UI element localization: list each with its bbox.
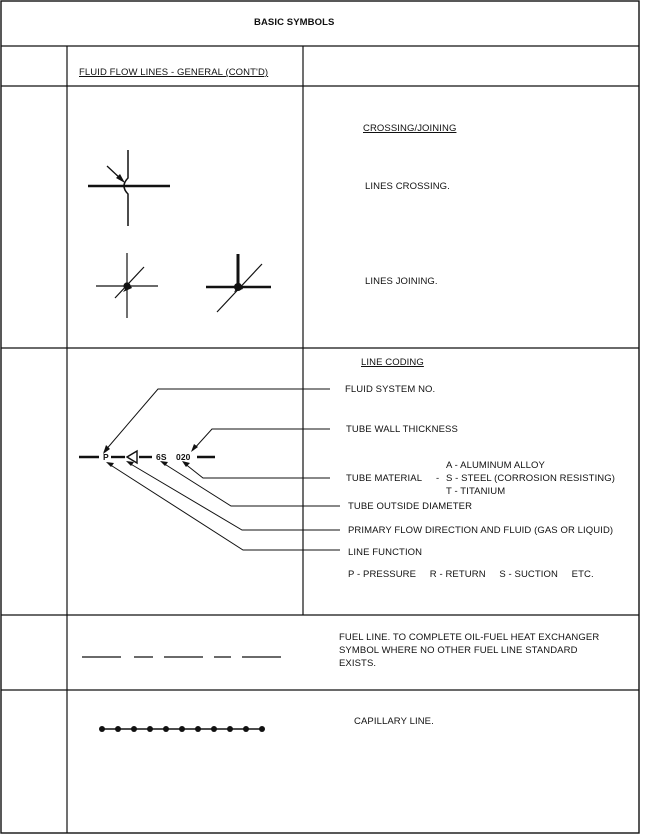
capillary-line-symbol — [99, 726, 265, 732]
crossing-heading: CROSSING/JOINING — [363, 123, 457, 134]
fuel-line-text-3: EXISTS. — [339, 658, 377, 669]
fuel-line-text-2: SYMBOL WHERE NO OTHER FUEL LINE STANDARD — [339, 645, 578, 656]
tube-wall-thickness-label: TUBE WALL THICKNESS — [346, 424, 458, 435]
capillary-dot — [195, 726, 201, 732]
tube-material-label: TUBE MATERIAL — [346, 473, 423, 484]
capillary-dot — [115, 726, 121, 732]
capillary-dot — [259, 726, 265, 732]
capillary-dot — [131, 726, 137, 732]
tube-material-dash: - — [436, 473, 440, 484]
primary-flow-label: PRIMARY FLOW DIRECTION AND FLUID (GAS OR LIQUID) — [348, 525, 614, 536]
line-coding-heading: LINE CODING — [361, 357, 424, 368]
symbol-wall-code: 020 — [176, 452, 191, 462]
capillary-dot — [227, 726, 233, 732]
function-codes: P - PRESSURE R - RETURN S - SUCTION ETC. — [348, 569, 594, 580]
subheader: FLUID FLOW LINES - GENERAL (CONT'D) — [79, 67, 269, 78]
symbol-material-code: 6S — [156, 452, 167, 462]
capillary-dot — [163, 726, 169, 732]
capillary-dot — [243, 726, 249, 732]
capillary-line-label: CAPILLARY LINE. — [354, 716, 434, 727]
outer-frame — [1, 1, 639, 833]
material-steel: S - STEEL (CORROSION RESISTING) — [446, 473, 616, 484]
capillary-dot — [147, 726, 153, 732]
fluid-system-no-label: FLUID SYSTEM NO. — [345, 384, 436, 395]
lines-crossing-label: LINES CROSSING. — [365, 181, 450, 192]
material-titanium: T - TITANIUM — [446, 486, 506, 497]
material-aluminum: A - ALUMINUM ALLOY — [446, 460, 545, 471]
lines-joining-symbol-heavy — [206, 254, 271, 312]
capillary-dot — [99, 726, 105, 732]
page-title: BASIC SYMBOLS — [254, 17, 335, 28]
tube-outside-diameter-label: TUBE OUTSIDE DIAMETER — [348, 501, 473, 512]
lines-joining-symbol-thin — [96, 253, 158, 318]
lines-crossing-symbol — [88, 150, 170, 226]
line-function-label: LINE FUNCTION — [348, 547, 423, 558]
symbol-letter-p: P — [103, 452, 109, 462]
capillary-dot — [179, 726, 185, 732]
fuel-line-text-1: FUEL LINE. TO COMPLETE OIL-FUEL HEAT EXCHANGER — [339, 632, 600, 643]
capillary-dot — [211, 726, 217, 732]
lines-joining-label: LINES JOINING. — [365, 276, 438, 287]
line-coding-symbol — [79, 389, 340, 550]
